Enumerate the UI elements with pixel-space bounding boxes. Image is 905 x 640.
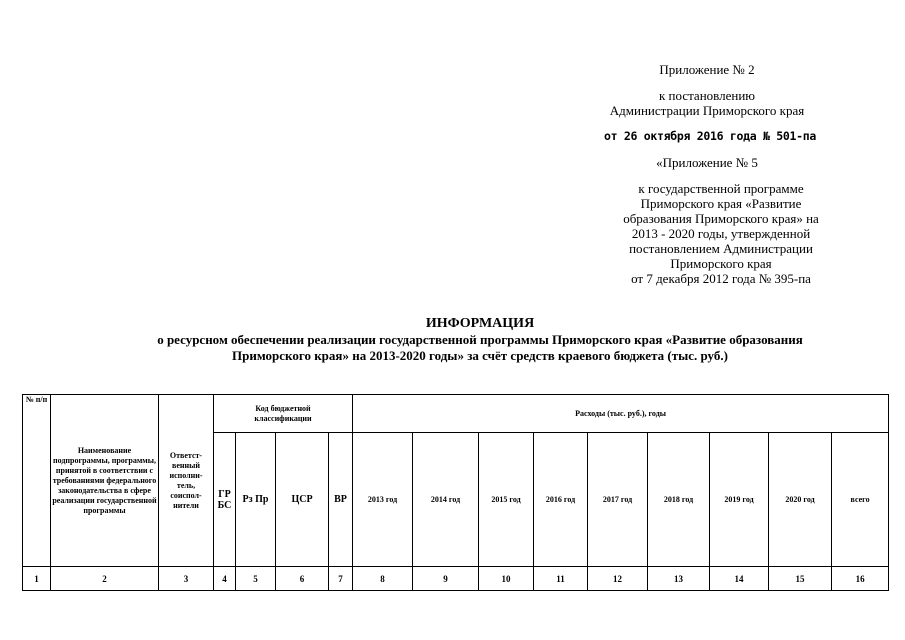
col-number: 7: [329, 567, 353, 591]
col-number: 9: [413, 567, 479, 591]
col-number: 2: [51, 567, 159, 591]
program-reference: к государственной программе Приморского края «Развитие образования Приморского края» на 2013 - 2020 годы, утвержденной постановлением Администрации Приморского края от 7 декабря 2012 года № 395-па: [623, 181, 819, 286]
col-header-total: всего: [832, 433, 889, 567]
col-number: 15: [769, 567, 832, 591]
col-number: 13: [648, 567, 710, 591]
resolution-reference: к постановлению Администрации Приморского края: [609, 88, 805, 118]
col-header-year: 2016 год: [534, 433, 588, 567]
col-number: 1: [23, 567, 51, 591]
col-header-name: Наименование подпрограммы, программы, принятой в соответствии с требованиями федерального законодательства в сфере реализации государственной программы: [51, 395, 159, 567]
col-number: 4: [214, 567, 236, 591]
col-number: 8: [353, 567, 413, 591]
col-number: 16: [832, 567, 889, 591]
col-header-budget-code: Код бюджетной классификации: [214, 395, 353, 433]
col-number: 12: [588, 567, 648, 591]
col-header-executor: Ответст- венный исполни- тель, соиспол- нители: [159, 395, 214, 567]
col-number: 10: [479, 567, 534, 591]
col-number: 5: [236, 567, 276, 591]
heading-subtitle: о ресурсном обеспечении реализации государственной программы Приморского края «Развитие образования Приморского края» на 2013-2020 годы» за счёт средств краевого бюджета (тыс. руб.): [157, 332, 803, 363]
col-header-year: 2015 год: [479, 433, 534, 567]
resource-table: [22, 394, 889, 591]
col-number: 3: [159, 567, 214, 591]
appendix5-number: «Приложение № 5: [656, 155, 758, 170]
col-number: 11: [534, 567, 588, 591]
col-header-year: 2017 год: [588, 433, 648, 567]
col-header-vr: ВР: [329, 433, 353, 567]
table-row-numbers: [23, 567, 889, 591]
col-header-year: 2013 год: [353, 433, 413, 567]
appendix-number: Приложение № 2: [659, 62, 755, 77]
document-heading: [90, 316, 870, 364]
heading-title: ИНФОРМАЦИЯ: [425, 316, 535, 331]
col-header-expenses: Расходы (тыс. руб.), годы: [353, 395, 889, 433]
col-header-grbs: ГР БС: [214, 433, 236, 567]
col-header-year: 2019 год: [710, 433, 769, 567]
col-header-year: 2018 год: [648, 433, 710, 567]
col-header-year: 2020 год: [769, 433, 832, 567]
col-header-no: № п/п: [23, 395, 51, 567]
col-header-csr: ЦСР: [276, 433, 329, 567]
col-header-year: 2014 год: [413, 433, 479, 567]
date-stamp: от 26 октября 2016 года № 501-па: [604, 129, 816, 143]
col-header-rzpr: Рз Пр: [236, 433, 276, 567]
col-number: 14: [710, 567, 769, 591]
col-number: 6: [276, 567, 329, 591]
